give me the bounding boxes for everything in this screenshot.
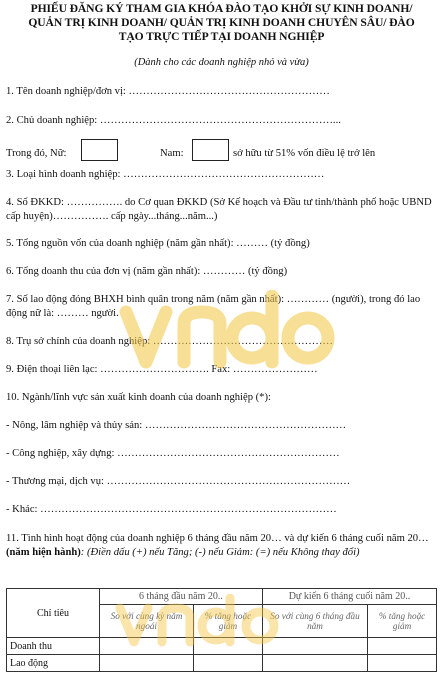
label-male: Nam: bbox=[160, 148, 184, 159]
table-cell[interactable] bbox=[194, 655, 263, 672]
activity-table bbox=[6, 588, 437, 672]
field-business-registration[interactable]: 4. Số ĐKKD: ……………. do Cơ quan ĐKKD (Sở Kế hoạch và Đầu tư tỉnh/thành phố hoặc UBND cấp huyện)……………. cấp ngày...tháng...năm...) bbox=[6, 197, 432, 222]
activity-question-note: : (Điền dấu (+) nếu Tăng; (-) nếu Giảm: (=) nếu Không thay đổi) bbox=[80, 547, 360, 558]
activity-question-bold: (năm hiện hành) bbox=[6, 547, 81, 558]
field-employees[interactable]: 7. Số lao động đóng BHXH bình quân trong năm (năm gần nhất): ………… (người), trong đó lao động nữ là: ……… người. bbox=[6, 294, 421, 319]
field-sector-other[interactable]: - Khác: ………………………………………………………………………… bbox=[6, 504, 337, 515]
field-sector-agriculture[interactable]: - Nông, lâm nghiệp và thủy sản: ………………………………………………… bbox=[6, 420, 347, 431]
field-company-name[interactable]: 1. Tên doanh nghiệp/đơn vị: ………………………………………………… bbox=[6, 86, 330, 97]
table-cell[interactable] bbox=[368, 638, 437, 655]
field-owner[interactable]: 2. Chủ doanh nghiệp: …………………………………………………………... bbox=[6, 115, 341, 126]
header-second-half: Dự kiến 6 tháng cuối năm 20.. bbox=[262, 589, 436, 605]
header-indicator: Chỉ tiêu bbox=[7, 589, 100, 638]
field-head-office[interactable]: 8. Trụ sở chính của doanh nghiệp: …………………………………………… bbox=[6, 336, 333, 347]
activity-question bbox=[6, 532, 436, 560]
label-female: Trong đó, Nữ: bbox=[6, 148, 67, 159]
subheader-vs-first-half: So với cùng 6 tháng đầu năm bbox=[262, 605, 367, 638]
male-checkbox[interactable] bbox=[192, 139, 229, 161]
field-total-revenue[interactable]: 6. Tổng doanh thu của đơn vị (năm gần nhất): ………… (tỷ đồng) bbox=[6, 266, 288, 277]
table-cell[interactable] bbox=[100, 638, 194, 655]
title-line-1: PHIẾU ĐĂNG KÝ THAM GIA KHÓA ĐÀO TẠO KHỞI SỰ KINH DOANH/ bbox=[30, 2, 413, 15]
row-label-labor: Lao động bbox=[7, 655, 100, 672]
subheader-percent-1: % tăng hoặc giảm bbox=[194, 605, 263, 638]
field-sector-trade[interactable]: - Thương mại, dịch vụ: …………………………………………………………… bbox=[6, 476, 351, 487]
title-line-3: TẠO TRỰC TIẾP TẠI DOANH NGHIỆP bbox=[118, 30, 325, 43]
table-cell[interactable] bbox=[368, 655, 437, 672]
header-first-half: 6 tháng đầu năm 20.. bbox=[100, 589, 263, 605]
field-business-type[interactable]: 3. Loại hình doanh nghiệp: ………………………………………………… bbox=[6, 169, 325, 180]
table-cell[interactable] bbox=[194, 638, 263, 655]
table-cell[interactable] bbox=[262, 655, 367, 672]
form-subtitle: (Dành cho các doanh nghiệp nhỏ và vừa) bbox=[134, 57, 309, 68]
table-cell[interactable] bbox=[262, 638, 367, 655]
table-row bbox=[7, 638, 437, 655]
ownership-note: sở hữu từ 51% vốn điều lệ trở lên bbox=[233, 148, 376, 159]
table-cell[interactable] bbox=[100, 655, 194, 672]
row-label-revenue: Doanh thu bbox=[7, 638, 100, 655]
business-sector-heading: 10. Ngành/lĩnh vực sản xuất kinh doanh của doanh nghiệp (*): bbox=[6, 392, 271, 403]
activity-question-text: 11. Tình hình hoạt động của doanh nghiệp 6 tháng đầu năm 20… và dự kiến 6 tháng cuối năm 20… bbox=[6, 533, 429, 544]
female-checkbox[interactable] bbox=[81, 139, 118, 161]
field-phone-fax[interactable]: 9. Điện thoại liên lạc: …………………………. Fax: …………………… bbox=[6, 364, 318, 375]
field-sector-industry[interactable]: - Công nghiệp, xây dựng: ……………………………………………………… bbox=[6, 448, 340, 459]
field-total-capital[interactable]: 5. Tổng nguồn vốn của doanh nghiệp (năm gần nhất): ……… (tỷ đồng) bbox=[6, 238, 310, 249]
subheader-vs-last-year: So với cùng kỳ năm ngoái bbox=[100, 605, 194, 638]
table-row bbox=[7, 655, 437, 672]
title-line-2: QUẢN TRỊ KINH DOANH/ QUẢN TRỊ KINH DOANH CHUYÊN SÂU/ ĐÀO bbox=[28, 16, 415, 29]
form-title bbox=[8, 2, 435, 44]
subheader-percent-2: % tăng hoặc giảm bbox=[368, 605, 437, 638]
